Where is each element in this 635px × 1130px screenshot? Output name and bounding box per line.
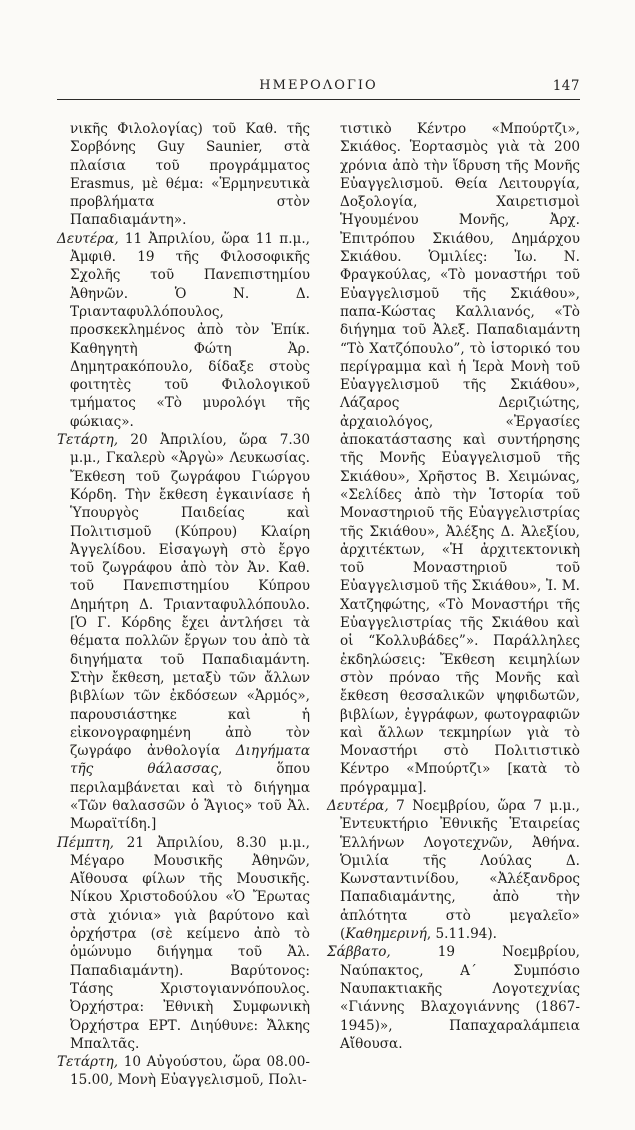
entry-day: Τετάρτη, [57, 1054, 119, 1071]
column-right [327, 120, 580, 1090]
body-text: 10 Αὐγούστου, ὥρα 08.00-15.00, Μονὴ Εὐαγγελισμοῦ, Πολι- [70, 1054, 310, 1089]
page-title: ΗΜΕΡΟΛΟΓΙΟ [259, 78, 378, 93]
diary-entry [327, 797, 580, 943]
text-columns [57, 120, 580, 1090]
body-text: , ὅπου περιλαμβάνεται καὶ τὸ διήγημα «Τῶν θαλασσῶν ὁ Ἅγιος» τοῦ Ἀλ. Μωραϊτίδη.] [70, 761, 310, 833]
diary-entry [57, 1053, 310, 1090]
column-left [57, 120, 310, 1090]
body-text: 21 Ἀπριλίου, 8.30 μ.μ., Μέγαρο Μουσικῆς Ἀθηνῶν, Αἴθουσα φίλων τῆς Μουσικῆς. Νίκου Χριστοδούλου «Ὁ Ἔρωτας στὰ χιόνια» γιὰ βαρύτονο καὶ ὀρχήστρα (σὲ κείμενο ἀπὸ τὸ ὁμώνυμο διήγημα τοῦ Ἀλ. Παπαδιαμάντη). Βαρύτονος: Τάσης Χριστογιαννόπουλος. Ὀρχήστρα: Ἐθνικὴ Συμφωνικὴ Ὀρχήστρα ΕΡΤ. Διηύθυνε: Ἄλκης Μπαλτᾶς. [70, 834, 310, 1052]
entry-day: Σάββατο, [327, 944, 391, 961]
book-title: Διηγήματα τῆς θάλασσας [70, 743, 310, 778]
running-head [57, 78, 580, 95]
body-text: 19 Νοεμβρίου, Ναύπακτος, Α΄ Συμπόσιο Ναυπακτιακῆς Λογοτεχνίας «Γιάννης Βλαχογιάννης (1867-1945)», Παπαχαραλάμπεια Αἴθουσα. [340, 944, 580, 1052]
body-text: νικῆς Φιλολογίας) τοῦ Καθ. τῆς Σορβόνης Guy Saunier, στὰ πλαίσια τοῦ προγράμματος Erasmus, μὲ θέμα: «Ἑρμηνευτικὰ προβλήματα στὸν Παπαδιαμάντη». [70, 121, 310, 229]
body-text: 20 Ἀπριλίου, ὥρα 7.30 μ.μ., Γκαλερὺ «Ἀργὼ» Λευκωσίας. Ἔκθεση τοῦ ζωγράφου Γιώργου Κόρδη. Τὴν ἔκθεση ἐγκαινίασε ἡ Ὑπουργὸς Παιδείας καὶ Πολιτισμοῦ (Κύπρου) Κλαίρη Ἀγγελίδου. Εἰσαγωγὴ στὸ ἔργο τοῦ ζωγράφου ἀπὸ τὸν Ἀν. Καθ. τοῦ Πανεπιστημίου Κύπρου Δημήτρη Δ. Τριανταφυλλόπουλο. [Ὁ Γ. Κόρδης ἔχει ἀντλήσει τὰ θέματα πολλῶν ἔργων του ἀπὸ τὰ διηγήματα τοῦ Παπαδιαμάντη. Στὴν ἔκθεση, μεταξὺ τῶν ἄλλων βιβλίων τῶν ἐκδόσεων «Ἁρμός», παρουσιάστηκε καὶ ἡ εἰκονογραφημένη ἀπὸ τὸν ζωγράφο ἀνθολογία [70, 432, 310, 760]
body-text: , 5.11.94). [426, 926, 497, 943]
body-text: τιστικὸ Κέντρο «Μπούρτζι», Σκιάθος. Ἑορτασμὸς γιὰ τὰ 200 χρόνια ἀπὸ τὴν ἵδρυση τῆς Μονῆς Εὐαγγελισμοῦ. Θεία Λειτουργία, Δοξολογία, Χαιρετισμοὶ Ἡγουμένου Μονῆς, Ἀρχ. Ἐπιτρόπου Σκιάθου, Δημάρχου Σκιάθου. Ὁμιλίες: Ἰω. Ν. Φραγκούλας, «Τὸ μοναστήρι τοῦ Εὐαγγελισμοῦ τῆς Σκιάθου», παπα-Κώστας Καλλιανός, «Τὸ διήγημα τοῦ Ἀλεξ. Παπαδιαμάντη “Τὸ Χατζόπουλο”, τὸ ἱστορικό του περίγραμμα καὶ ἡ Ἱερὰ Μονὴ τοῦ Εὐαγγελισμοῦ τῆς Σκιάθου», Λάζαρος Δεριζιώτης, ἀρχαιολόγος, «Ἐργασίες ἀποκατάστασης καὶ συντήρησης τῆς Μονῆς Εὐαγγελισμοῦ τῆς Σκιάθου», Χρῆστος Β. Χειμώνας, «Σελίδες ἀπὸ τὴν Ἱστορία τοῦ Μοναστηριοῦ τῆς Εὐαγγελιστρίας τῆς Σκιάθου», Ἀλέξης Δ. Ἀλεξίου, ἀρχιτέκτων, «Ἡ ἀρχιτεκτονικὴ τοῦ Μοναστηριοῦ τοῦ Εὐαγγελισμοῦ τῆς Σκιάθου», Ἰ. Μ. Χατζηφώτης, «Τὸ Μοναστήρι τῆς Εὐαγγελιστρίας τῆς Σκιάθου καὶ οἱ “Κολλυβάδες”». Παράλληλες ἐκδηλώσεις: Ἔκθεση κειμηλίων στὸν πρόναο τῆς Μονῆς καὶ ἔκθεση θεσσαλικῶν ψηφιδωτῶν, βιβλίων, ἐγγράφων, φωτογραφιῶν καὶ ἄλλων τεκμηρίων γιὰ τὸ Μοναστήρι στὸ Πολιτιστικὸ Κέντρο «Μπούρτζι» [κατὰ τὸ πρόγραμμα]. [340, 121, 580, 796]
diary-entry [57, 230, 310, 431]
body-text: 7 Νοεμβρίου, ὥρα 7 μ.μ., Ἐντευκτήριο Ἐθνικῆς Ἑταιρείας Ἑλλήνων Λογοτεχνῶν, Ἀθήνα. Ὁμιλία τῆς Λούλας Δ. Κωνσταντινίδου, «Ἀλέξανδρος Παπαδιαμάντης, ἀπὸ τὴν ἁπλότητα στὸ μεγαλεῖο» ( [340, 797, 580, 943]
diary-entry [57, 834, 310, 1054]
continued-paragraph [57, 120, 310, 230]
diary-entry [327, 943, 580, 1053]
entry-day: Τετάρτη, [57, 432, 119, 449]
header-rule [57, 99, 580, 100]
body-text: 11 Ἀπριλίου, ὥρα 11 π.μ., Ἀμφιθ. 19 τῆς Φιλοσοφικῆς Σχολῆς τοῦ Πανεπιστημίου Ἀθηνῶν. Ὁ Ν. Δ. Τριανταφυλλόπουλος, προσκεκλημένος ἀπὸ τὸν Ἐπίκ. Καθηγητὴ Φώτη Ἀρ. Δημητρακόπουλο, δίδαξε στοὺς φοιτητὲς τοῦ Φιλολογικοῦ τμήματος «Τὸ μυρολόγι τῆς φώκιας». [70, 230, 310, 430]
newspaper-title: Καθημερινή [345, 926, 427, 943]
entry-day: Πέμπτη, [57, 834, 114, 851]
page-number: 147 [552, 78, 580, 94]
entry-day: Δευτέρα, [327, 797, 389, 814]
continued-paragraph [327, 120, 580, 797]
diary-entry [57, 431, 310, 834]
entry-day: Δευτέρα, [57, 230, 119, 247]
